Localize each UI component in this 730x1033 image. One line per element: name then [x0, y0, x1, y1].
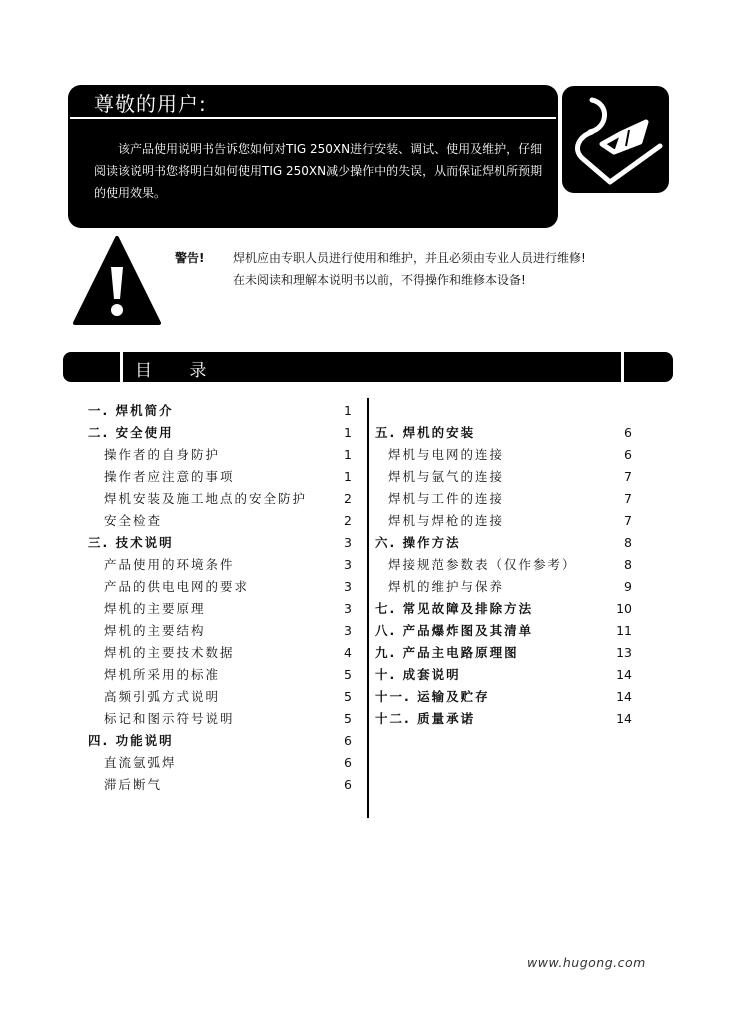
toc-entry-page: 1: [344, 425, 352, 440]
greeting-title: 尊敬的用户:: [94, 92, 207, 116]
toc-entry: 二. 安全使用: [88, 425, 174, 440]
toc-entry-page: 6: [624, 425, 632, 440]
toc-entry: 八. 产品爆炸图及其清单: [375, 623, 534, 638]
toc-entry-page: 3: [344, 535, 352, 550]
toc-entry-page: 14: [616, 667, 632, 682]
toc-entry-page: 10: [616, 601, 632, 616]
warning-text-line1: 焊机应由专职人员进行使用和维护，并且必须由专业人员进行维修!: [233, 251, 586, 265]
toc-entry-page: 6: [344, 755, 352, 770]
toc-entry-page: 2: [344, 513, 352, 528]
toc-entry: 五. 焊机的安装: [375, 425, 476, 440]
toc-entry: 直流氩弧焊: [104, 755, 177, 770]
toc-entry: 焊机的主要技术数据: [104, 645, 235, 660]
toc-entry-page: 8: [624, 535, 632, 550]
toc-entry-page: 3: [344, 601, 352, 616]
warning-text-line2: 在未阅读和理解本说明书以前，不得操作和维修本设备!: [233, 273, 526, 287]
toc-entry-page: 7: [624, 513, 632, 528]
toc-entry: 十一. 运输及贮存: [375, 689, 490, 704]
greeting-body: 该产品使用说明书告诉您如何对TIG 250XN进行安装、调试、使用及维护，仔细阅读该说明书您将明白如何使用TIG 250XN减少操作中的失误，从而保证焊机所预期的使用效果。: [94, 142, 543, 200]
warning-label: 警告!: [175, 251, 205, 265]
toc-entry-page: 7: [624, 469, 632, 484]
toc-entry: 焊机与氩气的连接: [388, 469, 505, 484]
toc-entry: 操作者的自身防护: [104, 447, 221, 462]
toc-entry: 焊机与焊枪的连接: [388, 513, 505, 528]
toc-entry-page: 14: [616, 711, 632, 726]
toc-entry-page: 3: [344, 557, 352, 572]
toc-entry-page: 5: [344, 711, 352, 726]
toc-entry-page: 11: [616, 623, 632, 638]
toc-entry: 四. 功能说明: [88, 733, 174, 748]
toc-entry-page: 5: [344, 667, 352, 682]
toc-column-divider: [367, 398, 369, 818]
toc-entry-page: 6: [624, 447, 632, 462]
toc-entry: 焊机的主要结构: [104, 623, 206, 638]
toc-entry: 产品的供电电网的要求: [104, 579, 250, 594]
toc-entry-page: 8: [624, 557, 632, 572]
toc-entry-page: 1: [344, 447, 352, 462]
toc-entry: 标记和图示符号说明: [104, 711, 235, 726]
reading-person-icon: [562, 86, 669, 193]
toc-entry: 一. 焊机简介: [88, 403, 174, 418]
toc-entry: 七. 常见故障及排除方法: [375, 601, 534, 616]
toc-entry: 产品使用的环境条件: [104, 557, 235, 572]
toc-entry-page: 4: [344, 645, 352, 660]
toc-entry-page: 1: [344, 469, 352, 484]
toc-entry: 六. 操作方法: [375, 535, 461, 550]
toc-entry-page: 6: [344, 777, 352, 792]
toc-entry: 焊机的主要原理: [104, 601, 206, 616]
footer-url: www.hugong.com: [527, 955, 646, 970]
toc-header-divider: [120, 352, 123, 382]
toc-entry: 操作者应注意的事项: [104, 469, 235, 484]
toc-header-divider-right: [621, 352, 624, 382]
toc-entry-page: 7: [624, 491, 632, 506]
toc-entry: 焊机安装及施工地点的安全防护: [104, 491, 308, 506]
toc-entry: 焊接规范参数表（仅作参考）: [388, 557, 577, 572]
toc-entry-page: 9: [624, 579, 632, 594]
warning-triangle-icon: [72, 235, 162, 327]
toc-entry: 十. 成套说明: [375, 667, 461, 682]
toc-entry-page: 3: [344, 579, 352, 594]
toc-entry-page: 13: [616, 645, 632, 660]
toc-entry-page: 5: [344, 689, 352, 704]
toc-entry: 高频引弧方式说明: [104, 689, 221, 704]
greeting-divider: [70, 117, 556, 119]
toc-entry: 焊机与工件的连接: [388, 491, 505, 506]
toc-title: 目 录: [135, 361, 223, 381]
toc-entry: 焊机的维护与保养: [388, 579, 505, 594]
toc-entry: 三. 技术说明: [88, 535, 174, 550]
toc-entry-page: 1: [344, 403, 352, 418]
toc-entry-page: 2: [344, 491, 352, 506]
toc-entry: 滞后断气: [104, 777, 163, 792]
toc-entry: 焊机与电网的连接: [388, 447, 505, 462]
toc-entry: 十二. 质量承诺: [375, 711, 476, 726]
toc-entry-page: 6: [344, 733, 352, 748]
toc-entry-page: 14: [616, 689, 632, 704]
toc-entry: 九. 产品主电路原理图: [375, 645, 519, 660]
toc-entry-page: 3: [344, 623, 352, 638]
toc-entry: 安全检查: [104, 513, 163, 528]
toc-entry: 焊机所采用的标准: [104, 667, 221, 682]
